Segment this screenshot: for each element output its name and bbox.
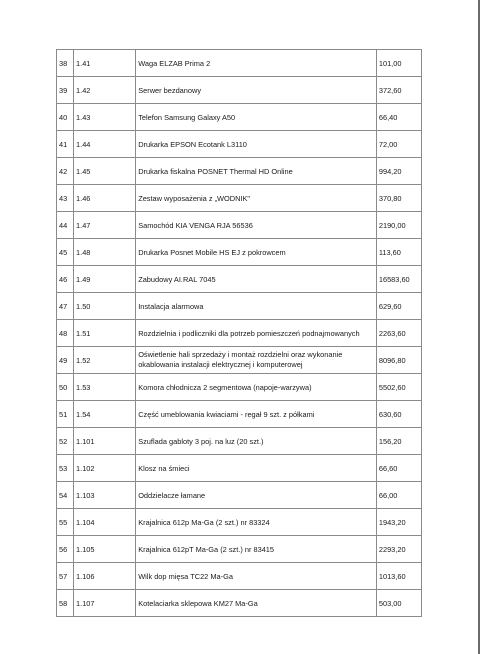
asset-number-cell: 1.105 (74, 536, 136, 563)
table-row (57, 320, 422, 347)
table-row (57, 455, 422, 482)
asset-name-cell: Rozdzielnia i podliczniki dla potrzeb pomieszczeń podnajmowanych (136, 320, 377, 347)
table-row (57, 536, 422, 563)
asset-value-cell: 66,00 (376, 482, 421, 509)
asset-name-cell: Waga ELZAB Prima 2 (136, 50, 377, 77)
asset-value-cell: 370,80 (376, 185, 421, 212)
asset-name-cell: Komora chłodnicza 2 segmentowa (napoje-warzywa) (136, 374, 377, 401)
asset-number-cell: 1.102 (74, 455, 136, 482)
asset-value-cell: 156,20 (376, 428, 421, 455)
table-row (57, 293, 422, 320)
row-index-cell: 53 (57, 455, 74, 482)
table-row (57, 374, 422, 401)
row-index-cell: 57 (57, 563, 74, 590)
asset-number-cell: 1.43 (74, 104, 136, 131)
asset-number-cell: 1.106 (74, 563, 136, 590)
asset-number-cell: 1.53 (74, 374, 136, 401)
asset-number-cell: 1.104 (74, 509, 136, 536)
asset-name-cell: Wilk dop mięsa TC22 Ma-Ga (136, 563, 377, 590)
asset-number-cell: 1.48 (74, 239, 136, 266)
asset-value-cell: 2263,60 (376, 320, 421, 347)
table-row (57, 401, 422, 428)
asset-number-cell: 1.41 (74, 50, 136, 77)
table-row (57, 212, 422, 239)
asset-number-cell: 1.44 (74, 131, 136, 158)
table-row (57, 77, 422, 104)
asset-name-cell: Kotelaciarka sklepowa KM27 Ma-Ga (136, 590, 377, 617)
row-index-cell: 51 (57, 401, 74, 428)
table-row (57, 104, 422, 131)
asset-number-cell: 1.46 (74, 185, 136, 212)
asset-value-cell: 629,60 (376, 293, 421, 320)
asset-name-cell: Samochód KIA VENGA RJA 56536 (136, 212, 377, 239)
table-row (57, 131, 422, 158)
asset-name-cell: Instalacja alarmowa (136, 293, 377, 320)
asset-number-cell: 1.52 (74, 347, 136, 374)
table-row (57, 185, 422, 212)
row-index-cell: 56 (57, 536, 74, 563)
asset-name-cell: Część umeblowania kwiaciami - regał 9 szt. z półkami (136, 401, 377, 428)
asset-number-cell: 1.50 (74, 293, 136, 320)
asset-value-cell: 994,20 (376, 158, 421, 185)
asset-number-cell: 1.42 (74, 77, 136, 104)
asset-name-cell: Zabudowy AI.RAL 7045 (136, 266, 377, 293)
row-index-cell: 49 (57, 347, 74, 374)
asset-name-cell: Szuflada gabloty 3 poj. na luz (20 szt.) (136, 428, 377, 455)
asset-number-cell: 1.49 (74, 266, 136, 293)
asset-value-cell: 101,00 (376, 50, 421, 77)
asset-value-cell: 113,60 (376, 239, 421, 266)
row-index-cell: 42 (57, 158, 74, 185)
table-row (57, 266, 422, 293)
row-index-cell: 54 (57, 482, 74, 509)
asset-value-cell: 1943,20 (376, 509, 421, 536)
asset-value-cell: 630,60 (376, 401, 421, 428)
row-index-cell: 40 (57, 104, 74, 131)
inventory-table-body (57, 50, 422, 617)
table-row (57, 347, 422, 374)
row-index-cell: 52 (57, 428, 74, 455)
asset-number-cell: 1.47 (74, 212, 136, 239)
inventory-table (56, 49, 422, 617)
asset-name-cell: Oddzielacze łamane (136, 482, 377, 509)
asset-number-cell: 1.51 (74, 320, 136, 347)
asset-number-cell: 1.45 (74, 158, 136, 185)
asset-value-cell: 16583,60 (376, 266, 421, 293)
asset-name-cell: Klosz na śmieci (136, 455, 377, 482)
asset-value-cell: 66,60 (376, 455, 421, 482)
row-index-cell: 41 (57, 131, 74, 158)
asset-number-cell: 1.101 (74, 428, 136, 455)
row-index-cell: 50 (57, 374, 74, 401)
row-index-cell: 58 (57, 590, 74, 617)
asset-value-cell: 72,00 (376, 131, 421, 158)
table-row (57, 239, 422, 266)
asset-number-cell: 1.107 (74, 590, 136, 617)
asset-number-cell: 1.54 (74, 401, 136, 428)
row-index-cell: 44 (57, 212, 74, 239)
row-index-cell: 55 (57, 509, 74, 536)
row-index-cell: 46 (57, 266, 74, 293)
row-index-cell: 39 (57, 77, 74, 104)
asset-value-cell: 503,00 (376, 590, 421, 617)
asset-value-cell: 1013,60 (376, 563, 421, 590)
table-row (57, 509, 422, 536)
asset-name-cell: Telefon Samsung Galaxy A50 (136, 104, 377, 131)
asset-name-cell: Krajalnica 612p Ma-Ga (2 szt.) nr 83324 (136, 509, 377, 536)
asset-name-cell: Drukarka Posnet Mobile HS EJ z pokrowcem (136, 239, 377, 266)
table-row (57, 428, 422, 455)
asset-name-cell: Serwer bezdanowy (136, 77, 377, 104)
row-index-cell: 43 (57, 185, 74, 212)
asset-value-cell: 66,40 (376, 104, 421, 131)
asset-value-cell: 2293,20 (376, 536, 421, 563)
asset-number-cell: 1.103 (74, 482, 136, 509)
table-row (57, 50, 422, 77)
asset-name-cell: Zestaw wyposażenia z „WODNIK" (136, 185, 377, 212)
table-row (57, 563, 422, 590)
asset-value-cell: 2190,00 (376, 212, 421, 239)
asset-name-cell: Drukarka EPSON Ecotank L3110 (136, 131, 377, 158)
row-index-cell: 48 (57, 320, 74, 347)
asset-value-cell: 8096,80 (376, 347, 421, 374)
table-row (57, 158, 422, 185)
asset-name-cell: Oświetlenie hali sprzedaży i montaż rozdzielni oraz wykonanie okablowania instalacji elektrycznej i komputerowej (136, 347, 377, 374)
asset-name-cell: Drukarka fiskalna POSNET Thermal HD Online (136, 158, 377, 185)
table-row (57, 590, 422, 617)
asset-value-cell: 5502,60 (376, 374, 421, 401)
row-index-cell: 45 (57, 239, 74, 266)
row-index-cell: 38 (57, 50, 74, 77)
asset-value-cell: 372,60 (376, 77, 421, 104)
table-row (57, 482, 422, 509)
asset-name-cell: Krajalnica 612pT Ma-Ga (2 szt.) nr 83415 (136, 536, 377, 563)
row-index-cell: 47 (57, 293, 74, 320)
